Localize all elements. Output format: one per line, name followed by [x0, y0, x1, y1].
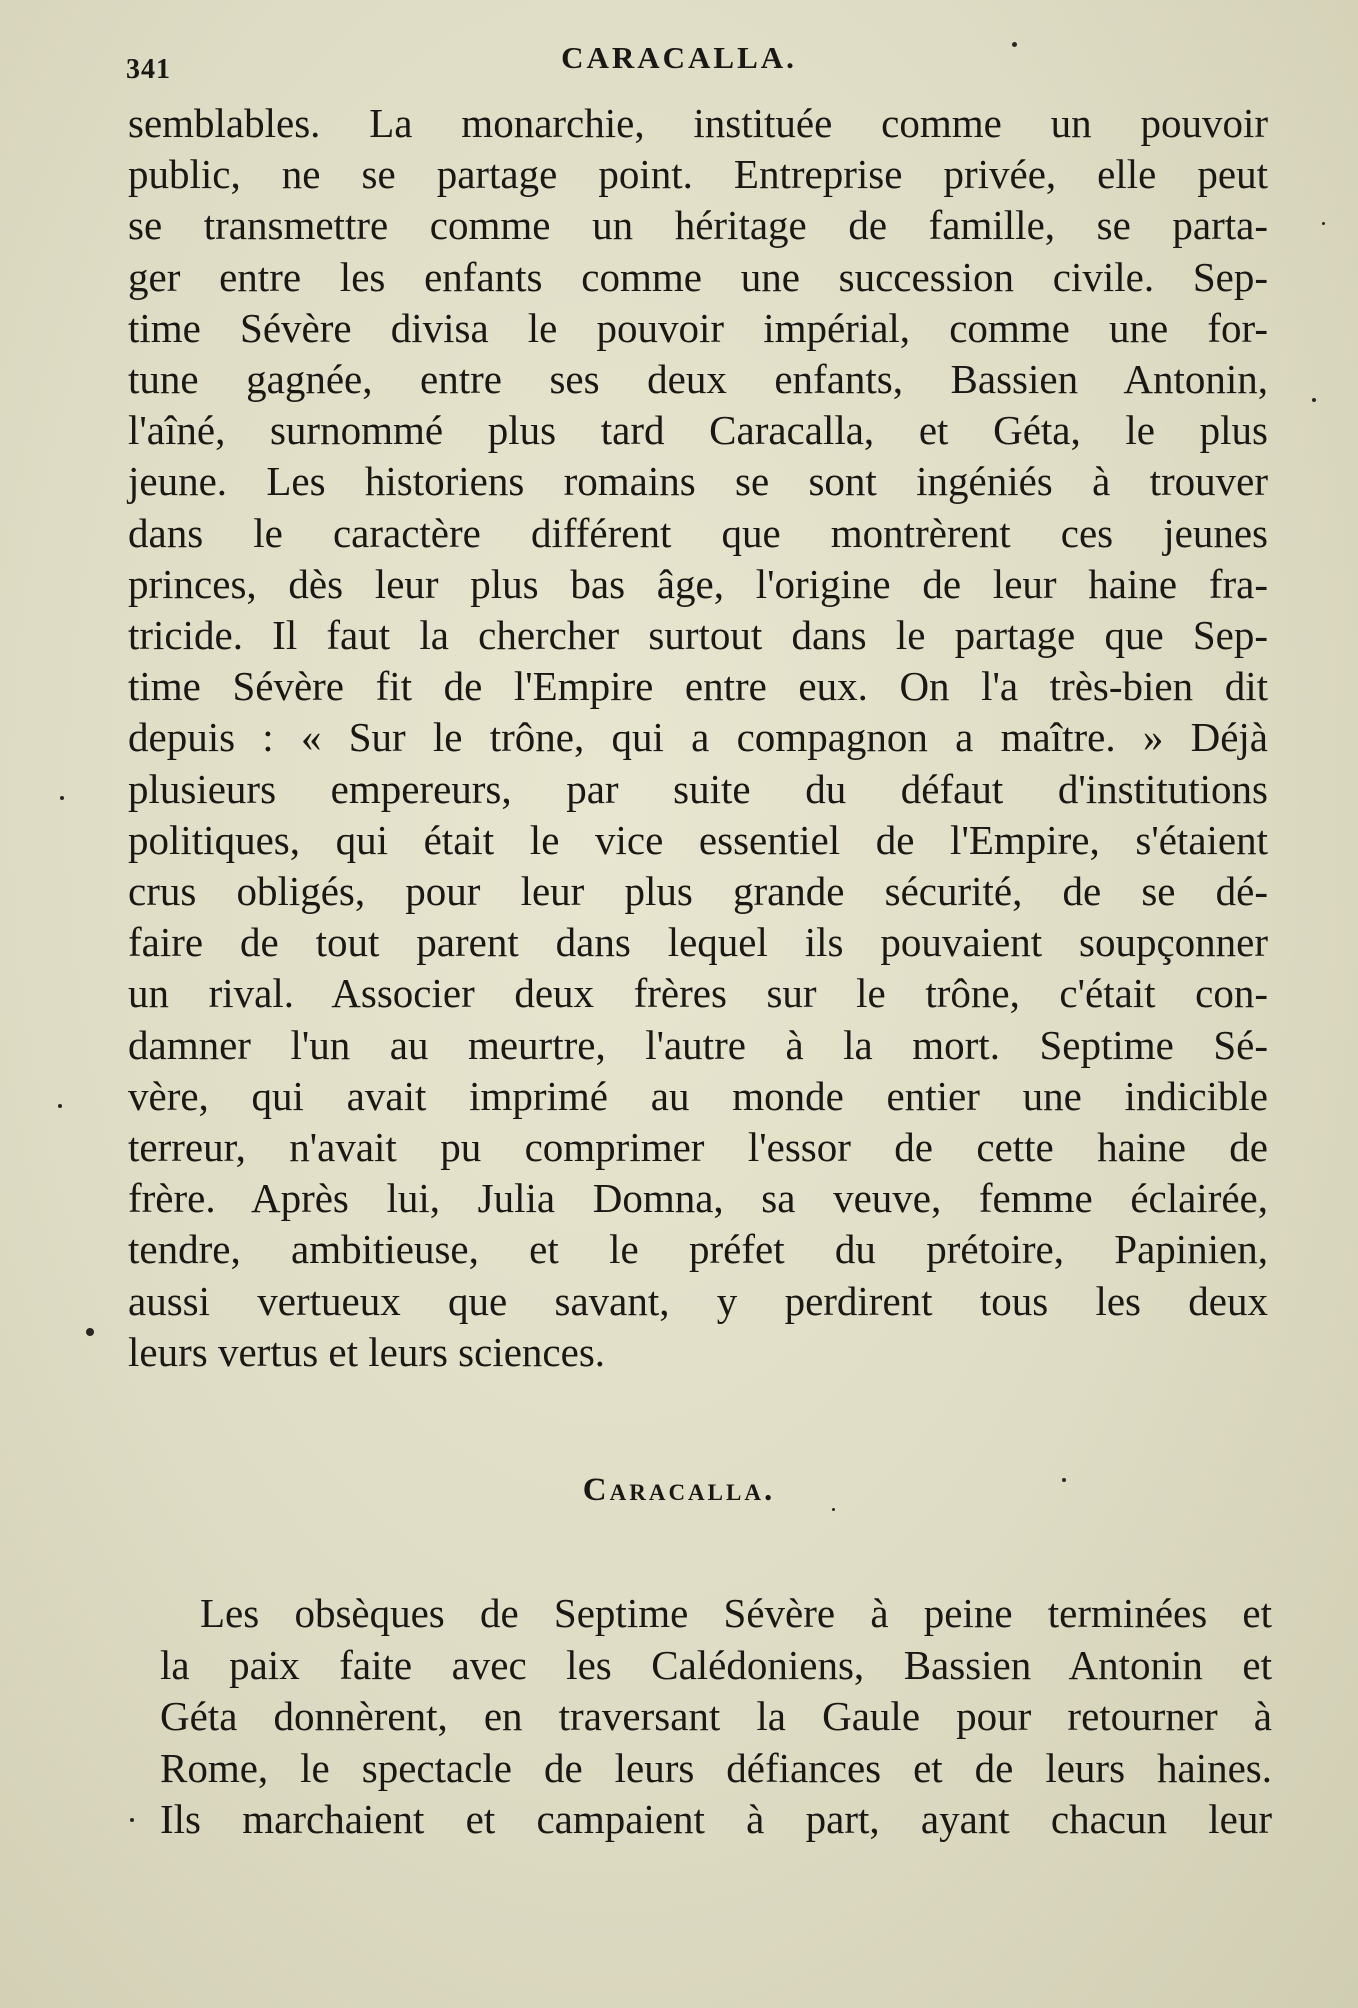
text-line: time Sévère divisa le pouvoir impérial, comme une for- [128, 304, 1268, 351]
text-line: Rome, le spectacle de leurs défiances et de leurs haines. [160, 1744, 1272, 1791]
paper-speck [1062, 1478, 1066, 1482]
paper-speck [832, 1508, 835, 1511]
section-title: Caracalla. [582, 1472, 776, 1508]
paper-speck [1012, 42, 1017, 47]
text-line: princes, dès leur plus bas âge, l'origine de leur haine fra- [128, 560, 1268, 607]
text-line: faire de tout parent dans lequel ils pouvaient soupçonner [128, 919, 1268, 966]
page-number: 341 [126, 54, 171, 85]
paper-speck [1312, 398, 1316, 402]
text-line: semblables. La monarchie, instituée comme un pouvoir [128, 100, 1268, 146]
paragraph-1 [128, 98, 1268, 1378]
paper-speck [58, 1104, 62, 1108]
text-line: depuis : « Sur le trône, qui a compagnon a maître. » Déjà [128, 714, 1268, 761]
text-line: vère, qui avait imprimé au monde entier une indicible [128, 1072, 1268, 1119]
text-line: leurs vertus et leurs sciences. [128, 1328, 606, 1375]
text-line: l'aîné, surnommé plus tard Caracalla, et Géta, le plus [128, 407, 1268, 454]
text-line: frère. Après lui, Julia Domna, sa veuve, femme éclairée, [128, 1175, 1268, 1222]
paper-speck [86, 1328, 94, 1336]
text-line: Ils marchaient et campaient à part, ayant chacun leur [160, 1796, 1272, 1843]
text-line: aussi vertueux que savant, y perdirent tous les deux [128, 1277, 1268, 1324]
running-head: CARACALLA. [561, 40, 797, 75]
text-line: ger entre les enfants comme une succession civile. Sep- [128, 253, 1268, 300]
text-line: tricide. Il faut la chercher surtout dans le partage que Sep- [128, 612, 1268, 659]
text-line: Les obsèques de Septime Sévère à peine terminées et [200, 1590, 1272, 1636]
paper-speck [1322, 222, 1325, 225]
paper-speck [60, 796, 64, 800]
paper-speck [130, 1818, 134, 1822]
text-line: politiques, qui était le vice essentiel de l'Empire, s'étaient [128, 816, 1268, 863]
text-line: la paix faite avec les Calédoniens, Bassien Antonin et [160, 1641, 1272, 1688]
text-line: dans le caractère différent que montrèrent ces jeunes [128, 509, 1268, 556]
text-line: terreur, n'avait pu comprimer l'essor de cette haine de [128, 1124, 1268, 1171]
text-line: damner l'un au meurtre, l'autre à la mort. Septime Sé- [128, 1021, 1268, 1068]
text-line: se transmettre comme un héritage de famille, se parta- [128, 202, 1268, 249]
text-line: jeune. Les historiens romains se sont ingéniés à trouver [128, 458, 1268, 505]
text-line: tune gagnée, entre ses deux enfants, Bassien Antonin, [128, 356, 1268, 403]
text-line: public, ne se partage point. Entreprise privée, elle peut [128, 151, 1268, 198]
paragraph-2 [160, 1588, 1272, 1846]
text-line: time Sévère fit de l'Empire entre eux. On l'a très-bien dit [128, 663, 1268, 710]
text-line: tendre, ambitieuse, et le préfet du prétoire, Papinien, [128, 1226, 1268, 1273]
text-line: plusieurs empereurs, par suite du défaut d'institutions [128, 765, 1268, 812]
text-line: Géta donnèrent, en traversant la Gaule pour retourner à [160, 1693, 1272, 1740]
text-line: un rival. Associer deux frères sur le trône, c'était con- [128, 970, 1268, 1017]
text-line: crus obligés, pour leur plus grande sécurité, de se dé- [128, 868, 1268, 915]
